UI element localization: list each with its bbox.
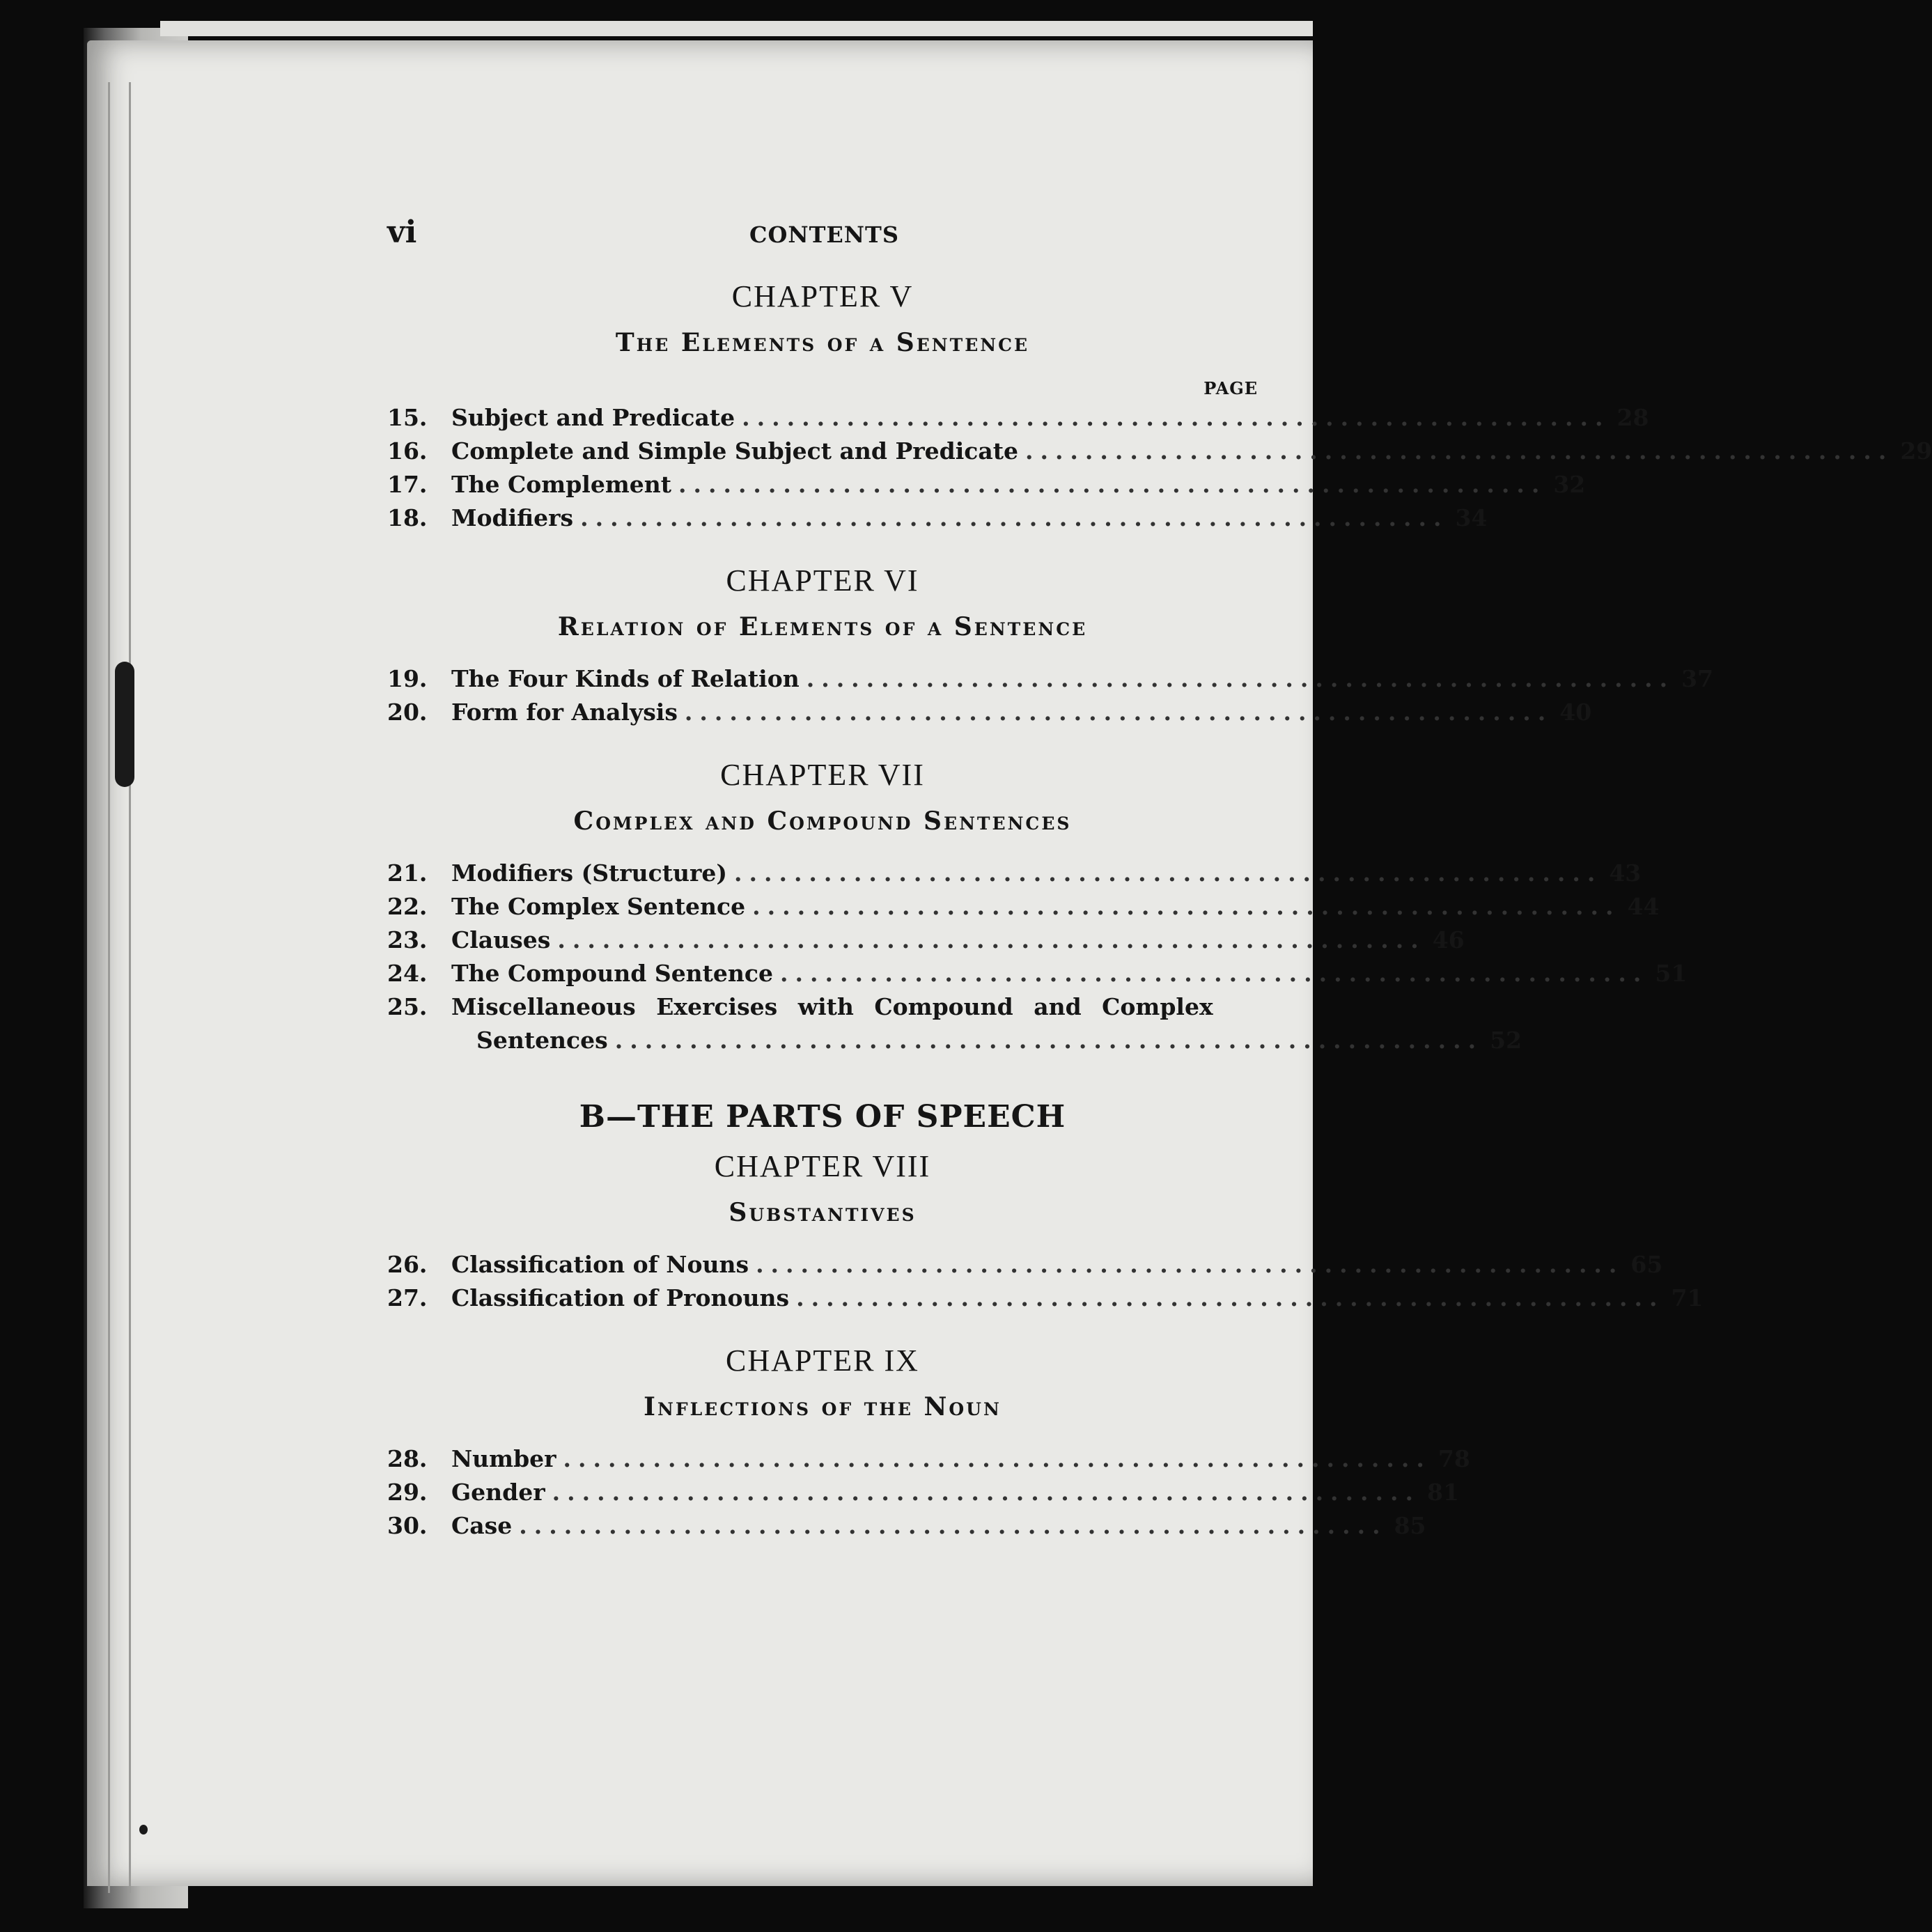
entry-title: Miscellaneous Exercises with Compound and Complex (451, 993, 1213, 1020)
toc-entry[interactable] (387, 662, 1714, 696)
chapter-section (387, 1343, 1470, 1543)
entry-title: Modifiers (451, 504, 574, 531)
entry-number: 25. (387, 993, 428, 1020)
entry-number: 29. (387, 1479, 428, 1506)
chapter-subtitle: Complex and Compound Sentences (573, 807, 1072, 836)
leader-dots: .......................................................... (614, 1027, 1483, 1054)
entry-number: 30. (387, 1512, 428, 1539)
toc-entry[interactable] (387, 1248, 1663, 1281)
entry-page: 32 (1553, 471, 1586, 498)
toc-entry-wrapped[interactable] (387, 990, 1522, 1057)
chapter-subtitle: The Elements of a Sentence (615, 328, 1030, 357)
entry-title: Complete and Simple Subject and Predicate (451, 437, 1018, 465)
entry-page: 43 (1609, 859, 1642, 887)
entry-title: Gender (451, 1479, 545, 1506)
entry-page: 46 (1432, 926, 1465, 953)
entry-title: Clauses (451, 926, 551, 953)
toc-entry[interactable] (387, 468, 1586, 501)
chapter-subtitle: Relation of Elements of a Sentence (557, 612, 1088, 641)
leader-dots: .......................................................... (519, 1512, 1387, 1539)
leader-dots: .......................................................... (780, 960, 1649, 987)
wrapped-second-line (387, 1024, 1522, 1057)
entry-number: 22. (387, 893, 428, 920)
entry-number: 24. (387, 960, 428, 987)
entry-number: 15. (387, 404, 428, 431)
entry-page: 78 (1438, 1445, 1470, 1472)
toc-entry[interactable] (387, 957, 1688, 990)
running-head: CONTENTS (749, 221, 899, 248)
chapter-title: CHAPTER IX (726, 1343, 919, 1378)
entry-page: 37 (1681, 665, 1714, 692)
entry-page: 81 (1427, 1479, 1459, 1506)
chapter-title: CHAPTER VII (720, 758, 925, 792)
toc-entry[interactable] (387, 401, 1649, 435)
entry-number: 26. (387, 1251, 428, 1278)
toc-entry[interactable] (387, 924, 1465, 957)
chapter-subtitle: Inflections of the Noun (644, 1392, 1002, 1421)
leader-dots: .......................................................... (563, 1445, 1431, 1472)
chapter-title: CHAPTER VIII (714, 1149, 931, 1183)
entry-title: The Complement (451, 471, 671, 498)
entry-page: 52 (1490, 1027, 1522, 1054)
chapter-subtitle: Substantives (729, 1198, 917, 1227)
entry-number: 18. (387, 504, 428, 531)
entry-number: 19. (387, 665, 428, 692)
leader-dots: .......................................................... (557, 926, 1426, 953)
entry-title: Classification of Nouns (451, 1251, 749, 1278)
page-edge-line (108, 82, 110, 1893)
entry-page: 29 (1900, 437, 1932, 465)
entry-title: Modifiers (Structure) (451, 859, 727, 887)
leader-dots: .......................................................... (742, 404, 1610, 431)
wrapped-first-line (387, 990, 1258, 1024)
entry-page: 51 (1655, 960, 1688, 987)
chapter-section (387, 563, 1714, 729)
toc-entry[interactable] (387, 435, 1932, 468)
toc-entry[interactable] (387, 501, 1488, 535)
leader-dots: .......................................................... (580, 504, 1449, 531)
page-column-label: PAGE (1203, 378, 1258, 398)
entry-title: The Complex Sentence (451, 893, 746, 920)
entry-page: 71 (1671, 1284, 1704, 1311)
entry-number: 23. (387, 926, 428, 953)
contents-page (387, 209, 1932, 1543)
entry-title: The Four Kinds of Relation (451, 665, 800, 692)
chapter-section (387, 757, 1688, 1057)
entry-page: 85 (1394, 1512, 1426, 1539)
entry-page: 34 (1455, 504, 1488, 531)
entry-page: 28 (1617, 404, 1649, 431)
leader-dots: .......................................................... (733, 859, 1603, 887)
chapter-section (387, 1148, 1704, 1315)
entry-title-continued: Sentences (476, 1027, 608, 1054)
entry-title: Subject and Predicate (451, 404, 735, 431)
entry-title: Number (451, 1445, 556, 1472)
chapter-section (387, 279, 1932, 535)
entry-title: Case (451, 1512, 513, 1539)
entry-number: 17. (387, 471, 428, 498)
leader-dots: .......................................................... (1025, 437, 1894, 465)
toc-entry[interactable] (387, 1476, 1459, 1509)
entry-title: The Compound Sentence (451, 960, 773, 987)
toc-entry[interactable] (387, 1509, 1426, 1543)
binding-mark (115, 662, 134, 787)
entry-number: 28. (387, 1445, 428, 1472)
leader-dots: .......................................................... (552, 1479, 1420, 1506)
leader-dots: .......................................................... (684, 699, 1553, 726)
chapter-title: CHAPTER VI (726, 563, 919, 598)
toc-entry[interactable] (387, 1281, 1704, 1315)
chapter-title: CHAPTER V (731, 279, 914, 313)
toc-entry[interactable] (387, 1442, 1470, 1476)
entry-page: 65 (1630, 1251, 1663, 1278)
leader-dots: .......................................................... (806, 665, 1675, 692)
entry-number: 27. (387, 1284, 428, 1311)
toc-entry[interactable] (387, 890, 1660, 924)
entry-number: 20. (387, 699, 428, 726)
ink-speck (139, 1825, 148, 1834)
leader-dots: .......................................................... (796, 1284, 1665, 1311)
leader-dots: .......................................................... (752, 893, 1621, 920)
page-top-edge (160, 21, 1313, 36)
leader-dots: .......................................................... (756, 1251, 1624, 1278)
page-edge-line (129, 82, 131, 1893)
page-number: vi (387, 215, 417, 250)
entry-number: 16. (387, 437, 428, 465)
entry-title: Form for Analysis (451, 699, 678, 726)
part-heading: B—THE PARTS OF SPEECH (579, 1099, 1066, 1135)
toc-entry[interactable] (387, 857, 1642, 890)
entry-number: 21. (387, 859, 428, 887)
entry-page: 40 (1559, 699, 1592, 726)
entry-page: 44 (1627, 893, 1660, 920)
page-header (387, 209, 1258, 251)
leader-dots: .......................................................... (678, 471, 1547, 498)
toc-entry[interactable] (387, 696, 1592, 729)
entry-title: Classification of Pronouns (451, 1284, 790, 1311)
